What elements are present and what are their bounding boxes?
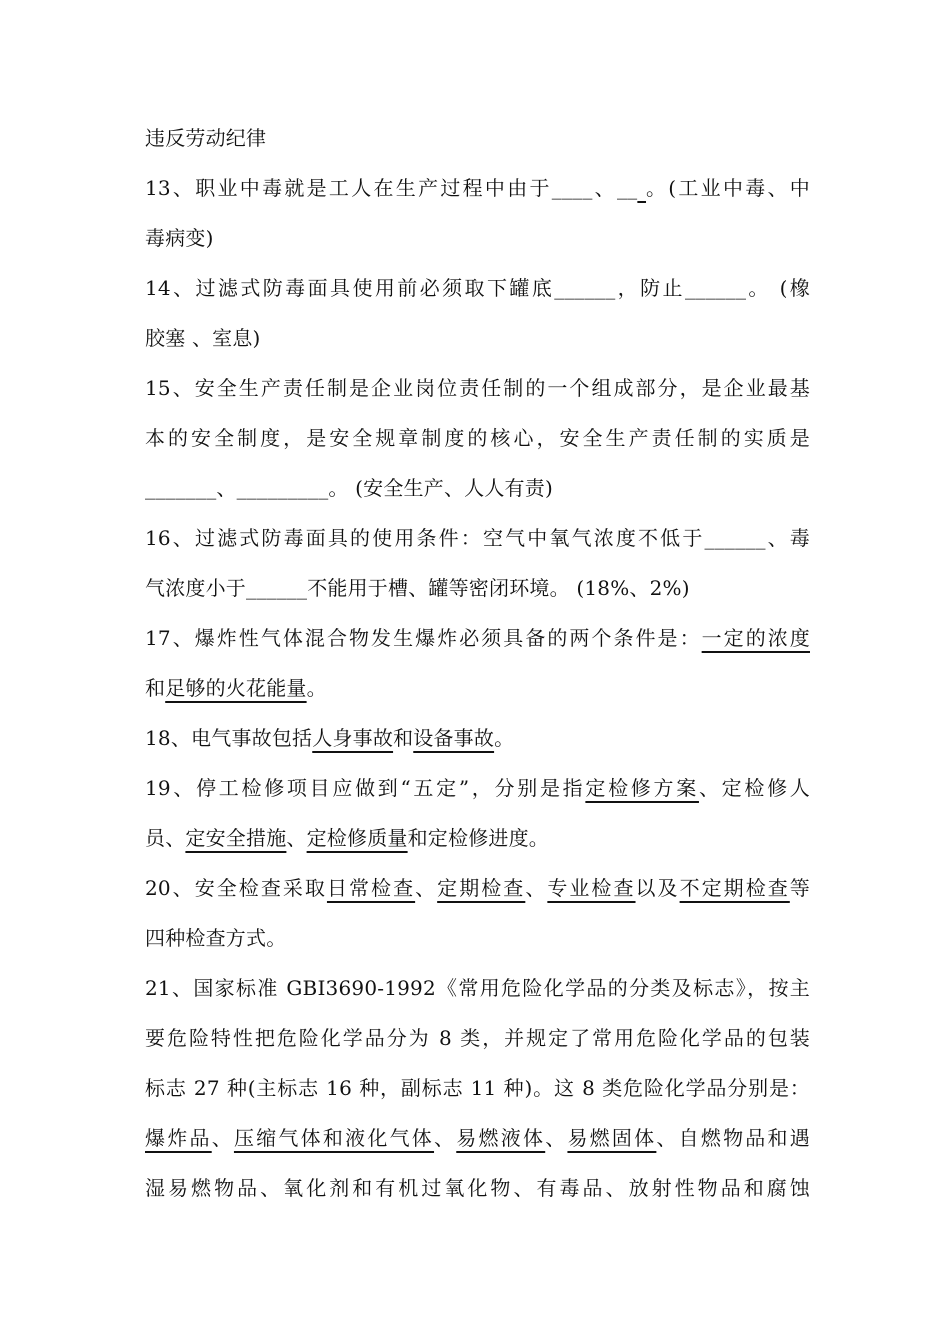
underlined-answer: 压缩气体和液化气体 <box>233 1126 435 1150</box>
text-run: 和定检修进度。 <box>407 826 550 850</box>
document-body <box>145 113 810 1213</box>
text-line <box>145 263 810 313</box>
text-run: 要危险特性把危险化学品分为 8 类，并规定了常用危险化学品的包装 <box>145 1026 810 1050</box>
underlined-answer: 易燃液体 <box>456 1126 546 1150</box>
text-run: 13、职业中毒就是工人在生产过程中由于____、__ <box>145 176 638 200</box>
text-run: 21、国家标准 GBI3690-1992《常用危险化学品的分类及标志》，按主 <box>145 976 810 1000</box>
text-run: 、 <box>434 1126 457 1150</box>
underlined-answer: 定检修质量 <box>306 826 408 850</box>
underlined-answer: 专业检查 <box>547 876 636 900</box>
text-run: 四种检查方式。 <box>145 926 287 950</box>
underlined-answer: 爆炸品 <box>145 1126 212 1150</box>
underlined-answer <box>637 176 646 200</box>
text-run: 湿易燃物品、氧化剂和有机过氧化物、有毒品、放射性物品和腐蚀 <box>145 1176 810 1200</box>
text-run: 和 <box>145 676 166 700</box>
underlined-answer: 一定的浓度 <box>701 626 810 650</box>
text-run: 16、过滤式防毒面具的使用条件：空气中氧气浓度不低于______、毒 <box>145 526 810 550</box>
text-run: 、 <box>545 1126 568 1150</box>
text-run: 气浓度小于______不能用于槽、罐等密闭环境。 (18%、2%) <box>145 576 690 600</box>
text-line <box>145 813 810 863</box>
text-run: 员、 <box>145 826 186 850</box>
underlined-answer: 定安全措施 <box>185 826 287 850</box>
text-line <box>145 1063 810 1113</box>
underlined-answer: 不定期检查 <box>679 876 790 900</box>
text-line <box>145 313 810 363</box>
underlined-answer: 人身事故 <box>312 726 394 750</box>
text-run: _______、_________。 (安全生产、人人有责) <box>145 476 553 500</box>
text-run: 、 <box>286 826 307 850</box>
document-page <box>145 113 810 1213</box>
text-line <box>145 463 810 513</box>
text-run: 18、电气事故包括 <box>145 726 313 750</box>
underlined-answer: 易燃固体 <box>567 1126 657 1150</box>
text-line <box>145 613 810 663</box>
underlined-answer: 日常检查 <box>326 876 416 900</box>
text-run: 20、安全检查采取 <box>145 876 327 900</box>
text-line <box>145 663 810 713</box>
text-run: 14、过滤式防毒面具使用前必须取下罐底______，防止______。 (橡 <box>145 276 810 300</box>
text-line <box>145 113 810 163</box>
text-line <box>145 1163 810 1213</box>
text-run: 标志 27 种(主标志 16 种，副标志 11 种)。这 8 类危险化学品分别是： <box>145 1076 810 1100</box>
text-run: 本的安全制度，是安全规章制度的核心，安全生产责任制的实质是 <box>145 426 810 450</box>
text-line <box>145 1013 810 1063</box>
text-line <box>145 763 810 813</box>
text-run: 19、停工检修项目应做到“五定”，分别是指 <box>145 776 586 800</box>
text-line <box>145 513 810 563</box>
text-run: 、 <box>415 876 438 900</box>
text-run: 15、安全生产责任制是企业岗位责任制的一个组成部分，是企业最基 <box>145 376 810 400</box>
text-run: 以及 <box>635 876 680 900</box>
text-line <box>145 963 810 1013</box>
text-line <box>145 913 810 963</box>
text-run: 、定检修人 <box>698 776 811 800</box>
text-run: 。 <box>306 676 327 700</box>
text-line <box>145 863 810 913</box>
text-run: 17、爆炸性气体混合物发生爆炸必须具备的两个条件是： <box>145 626 702 650</box>
text-run: 。 <box>494 726 515 750</box>
underlined-answer: 足够的火花能量 <box>165 676 307 700</box>
underlined-answer: 定检修方案 <box>585 776 699 800</box>
text-run: 胶塞 、室息) <box>145 326 261 350</box>
text-run: 、 <box>525 876 548 900</box>
text-run: 和 <box>393 726 414 750</box>
text-line <box>145 1113 810 1163</box>
underlined-answer: 定期检查 <box>437 876 526 900</box>
underlined-answer: 设备事故 <box>413 726 495 750</box>
text-run: 。(工业中毒、中 <box>646 176 811 200</box>
text-line <box>145 163 810 213</box>
text-run: 、自燃物品和遇 <box>656 1126 810 1150</box>
text-line <box>145 413 810 463</box>
text-run: 等 <box>789 876 810 900</box>
text-run: 毒病变) <box>145 226 214 250</box>
text-line <box>145 563 810 613</box>
text-line <box>145 713 810 763</box>
text-line <box>145 363 810 413</box>
text-run: 、 <box>211 1126 234 1150</box>
text-run: 违反劳动纪律 <box>145 126 267 150</box>
text-line <box>145 213 810 263</box>
